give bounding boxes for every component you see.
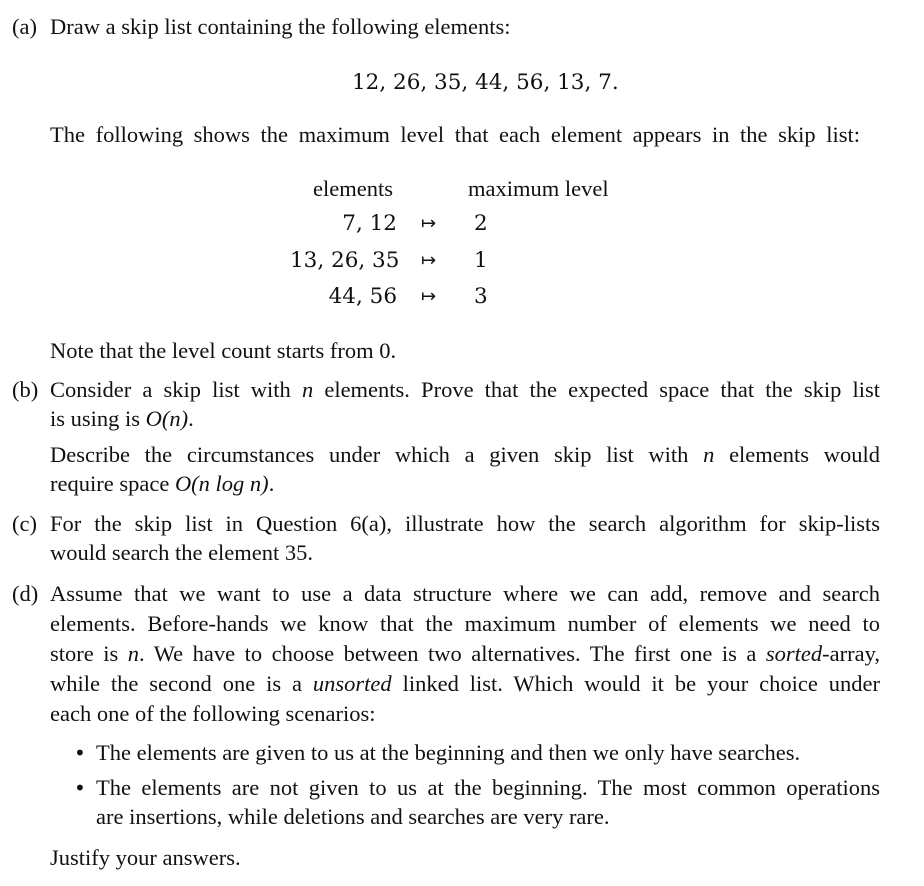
table-header-level: maximum level [468,176,609,201]
part-d-line2: elements. Before-hands we know that the maximum number of elements we need to [50,611,880,636]
part-d-line1: Assume that we want to use a data structure where we can add, remove and search [50,581,880,606]
part-a-following-text: The following shows the maximum level that each element appears in the skip list: [50,122,860,147]
part-d-label: (d) [12,581,39,606]
part-a-label: (a) [12,14,37,39]
part-c-line2: would search the element 35. [50,540,314,565]
part-d-line4: while the second one is a unsorted linked list. Which would it be your choice under [50,671,881,696]
bullet-item: The elements are given to us at the beginning and then we only have searches. [96,740,801,765]
part-a-line1: Draw a skip list containing the following elements: [50,14,511,39]
table-row-level: 3 [474,284,488,309]
justify-answers: Justify your answers. [50,845,241,870]
mapsto-arrow: ↦ [421,213,437,234]
part-b-label: (b) [12,377,39,402]
table-row-elements: 13, 26, 35 [290,248,400,273]
part-b-line3: Describe the circumstances under which a given skip list with n elements would [50,442,880,467]
part-d-line3: store is n. We have to choose between two alternatives. The first one is a sorted-array, [50,641,881,666]
table-row-level: 2 [474,211,488,236]
bullet-item: The elements are not given to us at the beginning. The most common operations [96,775,880,800]
bullet-icon: • [74,776,86,800]
part-b-line1: Consider a skip list with n elements. Prove that the expected space that the skip list [50,377,881,402]
part-b-line2: is using is O(n). [50,406,194,431]
part-b-line4: require space O(n log n). [50,471,275,496]
part-d-line5: each one of the following scenarios: [50,701,376,726]
bullet-item-continuation: are insertions, while deletions and searches are very rare. [96,804,610,829]
part-a-note: Note that the level count starts from 0. [50,338,397,363]
part-c-label: (c) [12,511,37,536]
elements-list: 12, 26, 35, 44, 56, 13, 7. [352,70,619,95]
bullet-icon: • [74,741,86,765]
table-row-elements: 7, 12 [342,211,397,236]
mapsto-arrow: ↦ [421,286,437,307]
table-row-elements: 44, 56 [328,284,397,309]
mapsto-arrow: ↦ [421,250,437,271]
part-c-line1: For the skip list in Question 6(a), illustrate how the search algorithm for skip-lists [50,511,880,536]
table-row-level: 1 [474,248,488,273]
table-header-elements: elements [313,176,393,201]
